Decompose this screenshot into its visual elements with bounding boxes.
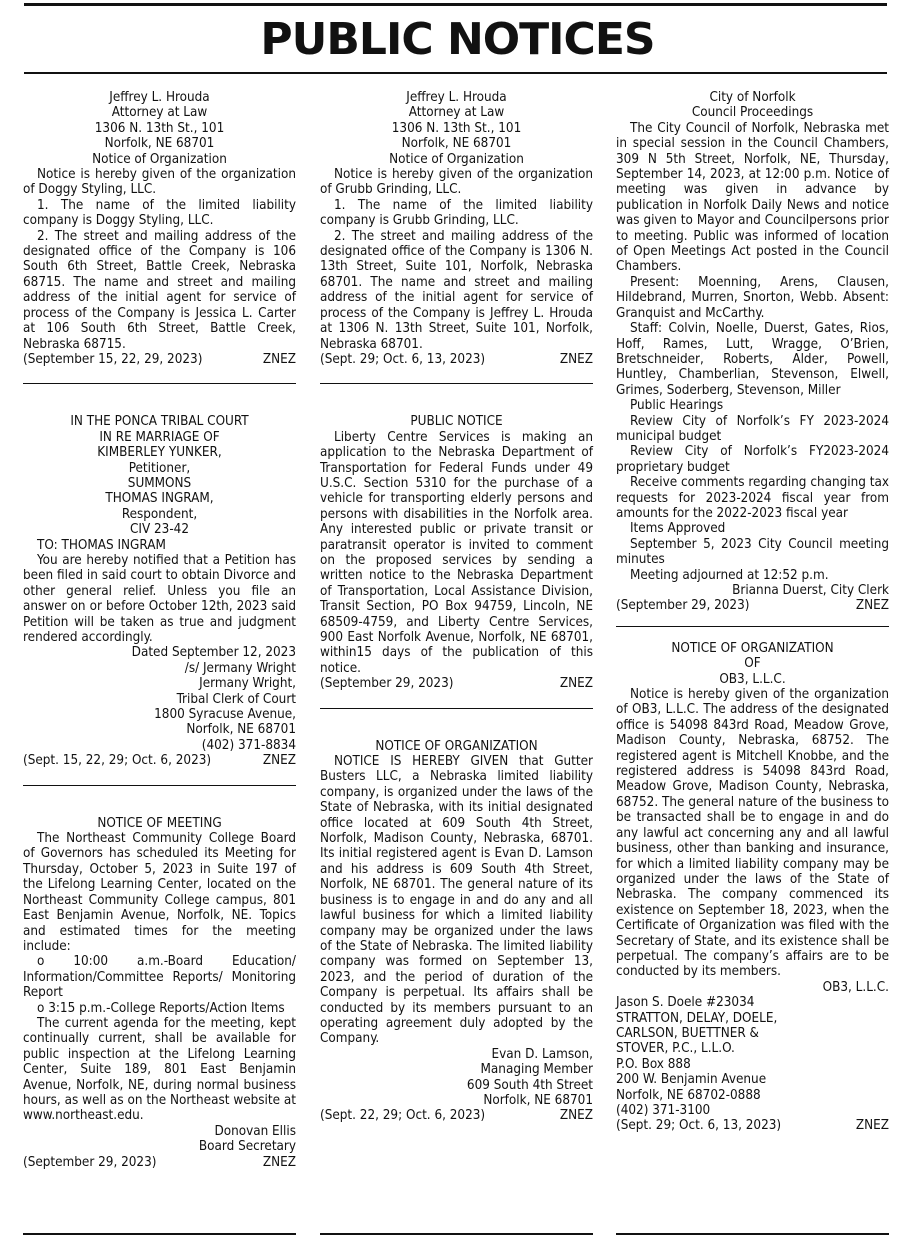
notice-divider — [23, 383, 296, 384]
publication-code: ZNEZ — [855, 598, 889, 614]
notice-header-line: Attorney at Law — [408, 105, 505, 121]
notice-paragraph: 2. The street and mailing address of the designated office of the Company is 1306 N. 13th Street, Suite 101, Norfolk, Nebraska 68701. The name and street and mailing address of the initial agent for service of process of the Company is Jeffrey L. Hrouda at 1306 N. 13th Street, Suite 101, Norfolk, Nebraska 68701. — [320, 228, 593, 352]
attorney-line: STOVER, P.C., L.L.O. — [616, 1041, 735, 1057]
signature-line: Brianna Duerst, City Clerk — [732, 583, 889, 598]
notice-header-line: KIMBERLEY YUNKER, — [97, 445, 222, 461]
signature-line: Norfolk, NE 68701 — [483, 1092, 593, 1108]
publication-dates: (Sept. 15, 22, 29; Oct. 6, 2023) — [23, 753, 212, 769]
hearing-item: Receive comments regarding changing tax requests for 2023-2024 fiscal year from amounts for the 2022-2023 fiscal year — [616, 475, 889, 521]
notice-paragraph: The City Council of Norfolk, Nebraska met in special session in the Council Chambers, 309 N 5th Street, Norfolk, NE, Thursday, September 14, 2023, at 12:00 p.m. Notice of meeting was given in advance by publication in Norfolk Daily News and notice was given to Mayor and Councilpersons prior to meeting. Public was informed of location of Open Meetings Act posted in the Council Chambers. — [616, 120, 889, 275]
notice-divider — [616, 626, 889, 627]
notice-title: NOTICE OF MEETING — [97, 815, 222, 831]
top-rule — [24, 3, 887, 6]
column-3 — [616, 90, 889, 1134]
notice-header-line: 1306 N. 13th St., 101 — [94, 120, 225, 136]
notice-gutter-busters — [320, 739, 593, 1124]
publication-line — [320, 352, 593, 367]
notice-paragraph: Notice is hereby given of the organization of Doggy Styling, LLC. — [23, 167, 296, 198]
masthead-rule — [24, 72, 887, 74]
publication-dates: (Sept. 29; Oct. 6, 13, 2023) — [616, 1118, 782, 1134]
notice-header-line: City of Norfolk — [709, 90, 796, 105]
notice-header-line: OB3, L.L.C. — [719, 671, 786, 687]
notice-header-line: Respondent, — [121, 506, 198, 522]
notice-liberty-centre — [320, 414, 593, 691]
attorney-line: STRATTON, DELAY, DOELE, — [616, 1010, 778, 1026]
attorney-line: CARLSON, BUETTNER & — [616, 1025, 759, 1041]
signature-line: 1800 Syracuse Avenue, — [154, 707, 296, 723]
notice-paragraph: You are hereby notified that a Petition has been filed in said court to obtain Divorce and other general relief. Unless you file an answer on or before October 12th, 2023 said Petition will be taken as true and judgment rendered accordingly. — [23, 552, 296, 645]
attorney-line: Jason S. Doele #23034 — [616, 995, 755, 1011]
notice-paragraph: Liberty Centre Services is making an application to the Nebraska Department of Transportation for Federal Funds under 49 U.S.C. Section 5310 for the purchase of a vehicle for transporting elderly persons and persons with disabilities in the Norfolk area. Any interested public or private transit or paratransit operator is invited to comment on the proposed services by sending a written notice to the Nebraska Department of Transportation, Local Assistance Division, Transit Section, PO Box 94759, Lincoln, NE 68509-4759, and Liberty Centre Services, 900 East Norfolk Avenue, Norfolk, NE 68701, within15 days of the publication of this notice. — [320, 429, 593, 676]
notice-header-line: Notice of Organization — [389, 151, 524, 167]
agenda-item: o 3:15 p.m.-College Reports/Action Items — [37, 1000, 285, 1016]
notice-title: NOTICE OF ORGANIZATION — [375, 738, 538, 754]
adjournment: Meeting adjourned at 12:52 p.m. — [630, 567, 829, 583]
column-2 — [320, 90, 593, 1124]
notice-header-line: Petitioner, — [128, 460, 191, 476]
notice-header-line: OF — [744, 656, 761, 672]
notice-header-line: Council Proceedings — [691, 105, 814, 121]
notice-header-line: SUMMONS — [127, 475, 192, 491]
publication-line — [23, 753, 296, 768]
attorney-line: Norfolk, NE 68702-0888 — [616, 1087, 761, 1103]
bottom-rule — [616, 1233, 889, 1235]
attorney-line: P.O. Box 888 — [616, 1056, 691, 1072]
notice-header-line: IN RE MARRIAGE OF — [99, 429, 220, 445]
publication-line — [616, 1118, 889, 1133]
section-heading: Items Approved — [630, 521, 726, 537]
agenda-item: o 10:00 a.m.-Board Education/ Information/Committee Reports/ Monitoring Report — [23, 954, 296, 1001]
publication-code: ZNEZ — [855, 1118, 889, 1134]
notice-ponca-summons — [23, 414, 296, 768]
notice-paragraph: Notice is hereby given of the organization of OB3, L.L.C. The address of the designated office is 54098 843rd Road, Meadow Grove, Madison County, Nebraska, 68752. The registered agent is Mitchell Knobbe, and the registered address is 54098 843rd Road, Meadow Grove, Madison County, Nebraska, 68752. The general nature of the business to be transacted shall be to engage in and do any lawful act concerning any and all lawful business, other than banking and insurance, for which a limited liability company may be organized under the laws of the State of Nebraska. The company commenced its existence on September 18, 2023, when the Certificate of Organization was filed with the Secretary of State, and its existence shall be perpetual. The company’s affairs are to be conducted by its members. — [616, 687, 889, 980]
signature-line: Tribal Clerk of Court — [176, 691, 296, 707]
notice-header-line: Notice of Organization — [92, 151, 227, 167]
notice-title: PUBLIC NOTICE — [410, 414, 503, 430]
hearing-item: Review City of Norfolk’s FY 2023-2024 municipal budget — [616, 413, 889, 444]
publication-line — [23, 352, 296, 367]
notice-header-line: THOMAS INGRAM, — [105, 491, 214, 507]
publication-dates: (Sept. 29; Oct. 6, 13, 2023) — [320, 351, 486, 367]
notice-grubb-grinding — [320, 90, 593, 367]
signature-line: Dated September 12, 2023 — [131, 645, 296, 661]
notice-paragraph: Staff: Colvin, Noelle, Duerst, Gates, Rios, Hoff, Rames, Lutt, Wragge, O’Brien, Bretschneider, Roberts, Alder, Powell, Huntley, Chamberlian, Stevenson, Elwell, Grimes, Soderberg, Stevenson, Miller — [616, 321, 889, 398]
notice-paragraph: The Northeast Community College Board of Governors has scheduled its Meeting for Thursday, October 5, 2023 in Suite 197 of the Lifelong Learning Center, located on the Northeast Community College campus, 801 East Benjamin Avenue, Norfolk, NE. Topics and estimated times for the meeting include: — [23, 831, 296, 954]
notice-header-line: Jeffrey L. Hrouda — [406, 90, 507, 105]
notice-doggy-styling — [23, 90, 296, 367]
notice-paragraph: 1. The name of the limited liability company is Grubb Grinding, LLC. — [320, 197, 593, 229]
signature-line: Board Secretary — [198, 1139, 296, 1155]
publication-code: ZNEZ — [559, 1108, 593, 1124]
publication-code: ZNEZ — [559, 676, 593, 692]
section-heading: Public Hearings — [630, 398, 724, 414]
publication-dates: (September 15, 22, 29, 2023) — [23, 351, 203, 367]
notice-header-line: 1306 N. 13th St., 101 — [391, 120, 522, 136]
bottom-rule — [23, 1233, 296, 1235]
summons-to: TO: THOMAS INGRAM — [37, 537, 166, 553]
approved-item: September 5, 2023 City Council meeting minutes — [616, 536, 889, 568]
column-1 — [23, 90, 296, 1170]
publication-line — [320, 1108, 593, 1123]
notice-council-proceedings — [616, 90, 889, 614]
signature-line: OB3, L.L.C. — [822, 979, 889, 995]
notice-header-line: Attorney at Law — [111, 105, 208, 121]
publication-dates: (Sept. 22, 29; Oct. 6, 2023) — [320, 1108, 486, 1124]
publication-code: ZNEZ — [262, 753, 296, 769]
signature-line: Evan D. Lamson, — [491, 1046, 593, 1062]
page-title: PUBLIC NOTICES — [260, 14, 655, 65]
signature-line: /s/ Jermany Wright — [184, 660, 296, 676]
signature-line: (402) 371-8834 — [201, 737, 296, 753]
publication-code: ZNEZ — [559, 351, 593, 367]
publication-code: ZNEZ — [262, 351, 296, 367]
signature-line: Managing Member — [480, 1062, 593, 1078]
notice-paragraph: Notice is hereby given of the organization of Grubb Grinding, LLC. — [320, 167, 593, 198]
notice-ob3-llc — [616, 641, 889, 1134]
notice-paragraph: 2. The street and mailing address of the designated office of the Company is 106 South 6th Street, Battle Creek, Nebraska 68715. The name and street and mailing address of the initial agent for service of process of the Company is Jessica L. Carter at 106 South 6th Street, Battle Creek, Nebraska 68715. — [23, 228, 296, 352]
notice-header-line: Norfolk, NE 68701 — [104, 136, 215, 152]
notice-divider — [23, 785, 296, 786]
publication-dates: (September 29, 2023) — [23, 1154, 157, 1170]
publication-dates: (September 29, 2023) — [320, 676, 454, 692]
signature-line: Jermany Wright, — [199, 676, 296, 692]
publication-code: ZNEZ — [262, 1154, 296, 1170]
publication-line — [616, 598, 889, 613]
publication-line — [23, 1155, 296, 1170]
notice-header-line: Norfolk, NE 68701 — [401, 136, 512, 152]
notice-paragraph: Present: Moenning, Arens, Clausen, Hildebrand, Murren, Snorton, Webb. Absent: Granquist and McCarthy. — [616, 274, 889, 321]
attorney-line: (402) 371-3100 — [616, 1103, 711, 1118]
signature-line: 609 South 4th Street — [466, 1077, 593, 1093]
notice-header-line: IN THE PONCA TRIBAL COURT — [70, 414, 249, 430]
attorney-line: 200 W. Benjamin Avenue — [616, 1072, 767, 1088]
notice-divider — [320, 383, 593, 384]
notice-header-line: CIV 23-42 — [129, 522, 190, 538]
notice-header-line: Jeffrey L. Hrouda — [109, 90, 210, 105]
signature-line: Donovan Ellis — [214, 1123, 296, 1139]
signature-line: Norfolk, NE 68701 — [186, 722, 296, 738]
notice-paragraph: The current agenda for the meeting, kept continually current, shall be available for public inspection at the Lifelong Learning Center, Suite 189, 801 East Benjamin Avenue, Norfolk, NE, during normal business hours, as well as on the Northeast website at www.northeast.edu. — [23, 1015, 296, 1124]
bottom-rule — [320, 1233, 593, 1235]
notice-of-meeting — [23, 816, 296, 1170]
publication-dates: (September 29, 2023) — [616, 598, 750, 614]
notice-paragraph: NOTICE IS HEREBY GIVEN that Gutter Busters LLC, a Nebraska limited liability company, is organized under the laws of the State of Nebraska, with its initial designated office located at 609 South 4th Street, Norfolk, Madison County, Nebraska, 68701. Its initial registered agent is Evan D. Lamson and his address is 609 South 4th Street, Norfolk, NE 68701. The general nature of its business is to engage in and do any and all lawful business for which a limited liability company may be organized under the laws of the State of Nebraska. The limited liability company was formed on September 13, 2023, and the period of duration of the Company is perpetual. Its affairs shall be conducted by its members pursuant to an operating agreement duly adopted by the Company. — [320, 754, 593, 1047]
hearing-item: Review City of Norfolk’s FY2023-2024 proprietary budget — [616, 444, 889, 475]
notice-paragraph: 1. The name of the limited liability company is Doggy Styling, LLC. — [23, 197, 296, 229]
publication-line — [320, 676, 593, 691]
notice-header-line: NOTICE OF ORGANIZATION — [671, 640, 834, 656]
notice-divider — [320, 708, 593, 709]
